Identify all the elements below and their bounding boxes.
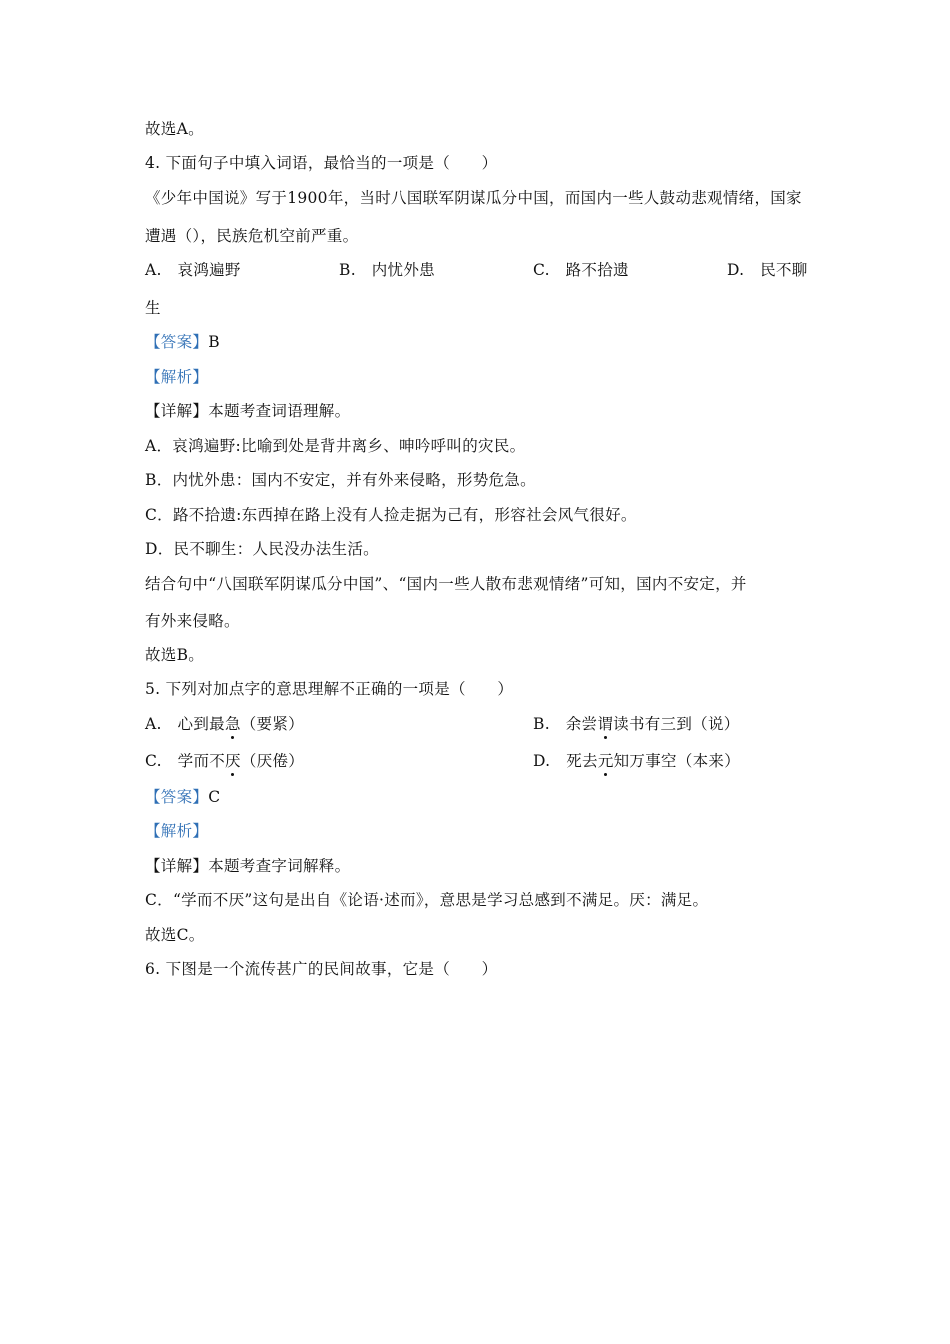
option-label: A. xyxy=(145,715,178,733)
q5-explanation: C．“学而不厌”这句是出自《论语·述而》，意思是学习总感到不满足。厌：满足。 xyxy=(145,891,709,909)
option-meaning: 知万事空（本来） xyxy=(613,752,741,770)
answer-tag: 【答案】 xyxy=(145,333,209,351)
q4-detail: 【详解】本题考查词语理解。 xyxy=(145,402,351,420)
dotted-char: 谓 xyxy=(597,715,614,733)
q4-sentence-line1: 《少年中国说》写于1900年，当时八国联军阴谋瓜分中国，而国内一些人鼓动悲观情绪，国家 xyxy=(145,189,802,207)
q5-option-c xyxy=(145,751,304,771)
dotted-char: 急 xyxy=(224,715,241,733)
answer-tag: 【答案】 xyxy=(145,788,209,806)
q5-option-a xyxy=(145,714,304,734)
q5-conclusion: 故选C。 xyxy=(145,926,205,944)
dotted-char: 厌 xyxy=(225,752,241,770)
q5-answer xyxy=(145,787,220,807)
q4-summary-line2: 有外来侵略。 xyxy=(145,612,240,630)
q4-option-b: B. 内忧外患 xyxy=(339,261,435,279)
q4-answer xyxy=(145,332,220,352)
q4-conclusion: 故选B。 xyxy=(145,646,205,664)
dotted-char: 元 xyxy=(597,752,614,770)
q5-option-b xyxy=(533,714,740,734)
option-meaning: （要紧） xyxy=(240,715,304,733)
q6-stem: 6. 下图是一个流传甚广的民间故事，它是（ ） xyxy=(145,960,498,978)
option-label: D. xyxy=(533,752,567,770)
option-label: B. xyxy=(533,715,566,733)
q4-sentence-line2: 遭遇（），民族危机空前严重。 xyxy=(145,227,359,245)
option-text: 学而不 xyxy=(177,752,226,770)
q4-option-c: C. 路不拾遗 xyxy=(533,261,629,279)
q4-explanation-b: B．内忧外患：国内不安定，并有外来侵略，形势危急。 xyxy=(145,471,536,489)
q4-explanation-c: C．路不拾遗:东西掉在路上没有人捡走据为己有，形容社会风气很好。 xyxy=(145,506,637,524)
option-meaning: 读书有三到（说） xyxy=(613,715,740,733)
q4-option-d-wrap: 生 xyxy=(145,299,161,317)
q4-summary-line1: 结合句中“八国联军阴谋瓜分中国”、“国内一些人散布悲观情绪”可知，国内不安定，并 xyxy=(145,575,747,593)
option-text: 心到最 xyxy=(177,715,225,733)
q4-option-d: D. 民不聊 xyxy=(727,261,808,279)
option-text: 死去 xyxy=(566,752,598,770)
q5-detail: 【详解】本题考查字词解释。 xyxy=(145,857,351,875)
q4-explanation-d: D．民不聊生：人民没办法生活。 xyxy=(145,540,379,558)
option-meaning: （厌倦） xyxy=(240,752,305,770)
q5-option-d xyxy=(533,751,740,771)
q5-stem: 5. 下列对加点字的意思理解不正确的一项是（ ） xyxy=(145,680,514,698)
answer-value: C xyxy=(208,788,221,806)
q4-analysis-tag: 【解析】 xyxy=(145,368,209,386)
answer-value: B xyxy=(208,333,220,351)
q4-explanation-a: A．哀鸿遍野:比喻到处是背井离乡、呻吟呼叫的灾民。 xyxy=(145,437,526,455)
q5-analysis-tag: 【解析】 xyxy=(145,822,209,840)
option-text: 余尝 xyxy=(565,715,598,733)
q3-conclusion: 故选A。 xyxy=(145,120,204,138)
option-label: C. xyxy=(145,752,178,770)
q4-option-a: A. 哀鸿遍野 xyxy=(145,261,241,279)
q4-stem: 4. 下面句子中填入词语，最恰当的一项是（ ） xyxy=(145,154,498,172)
